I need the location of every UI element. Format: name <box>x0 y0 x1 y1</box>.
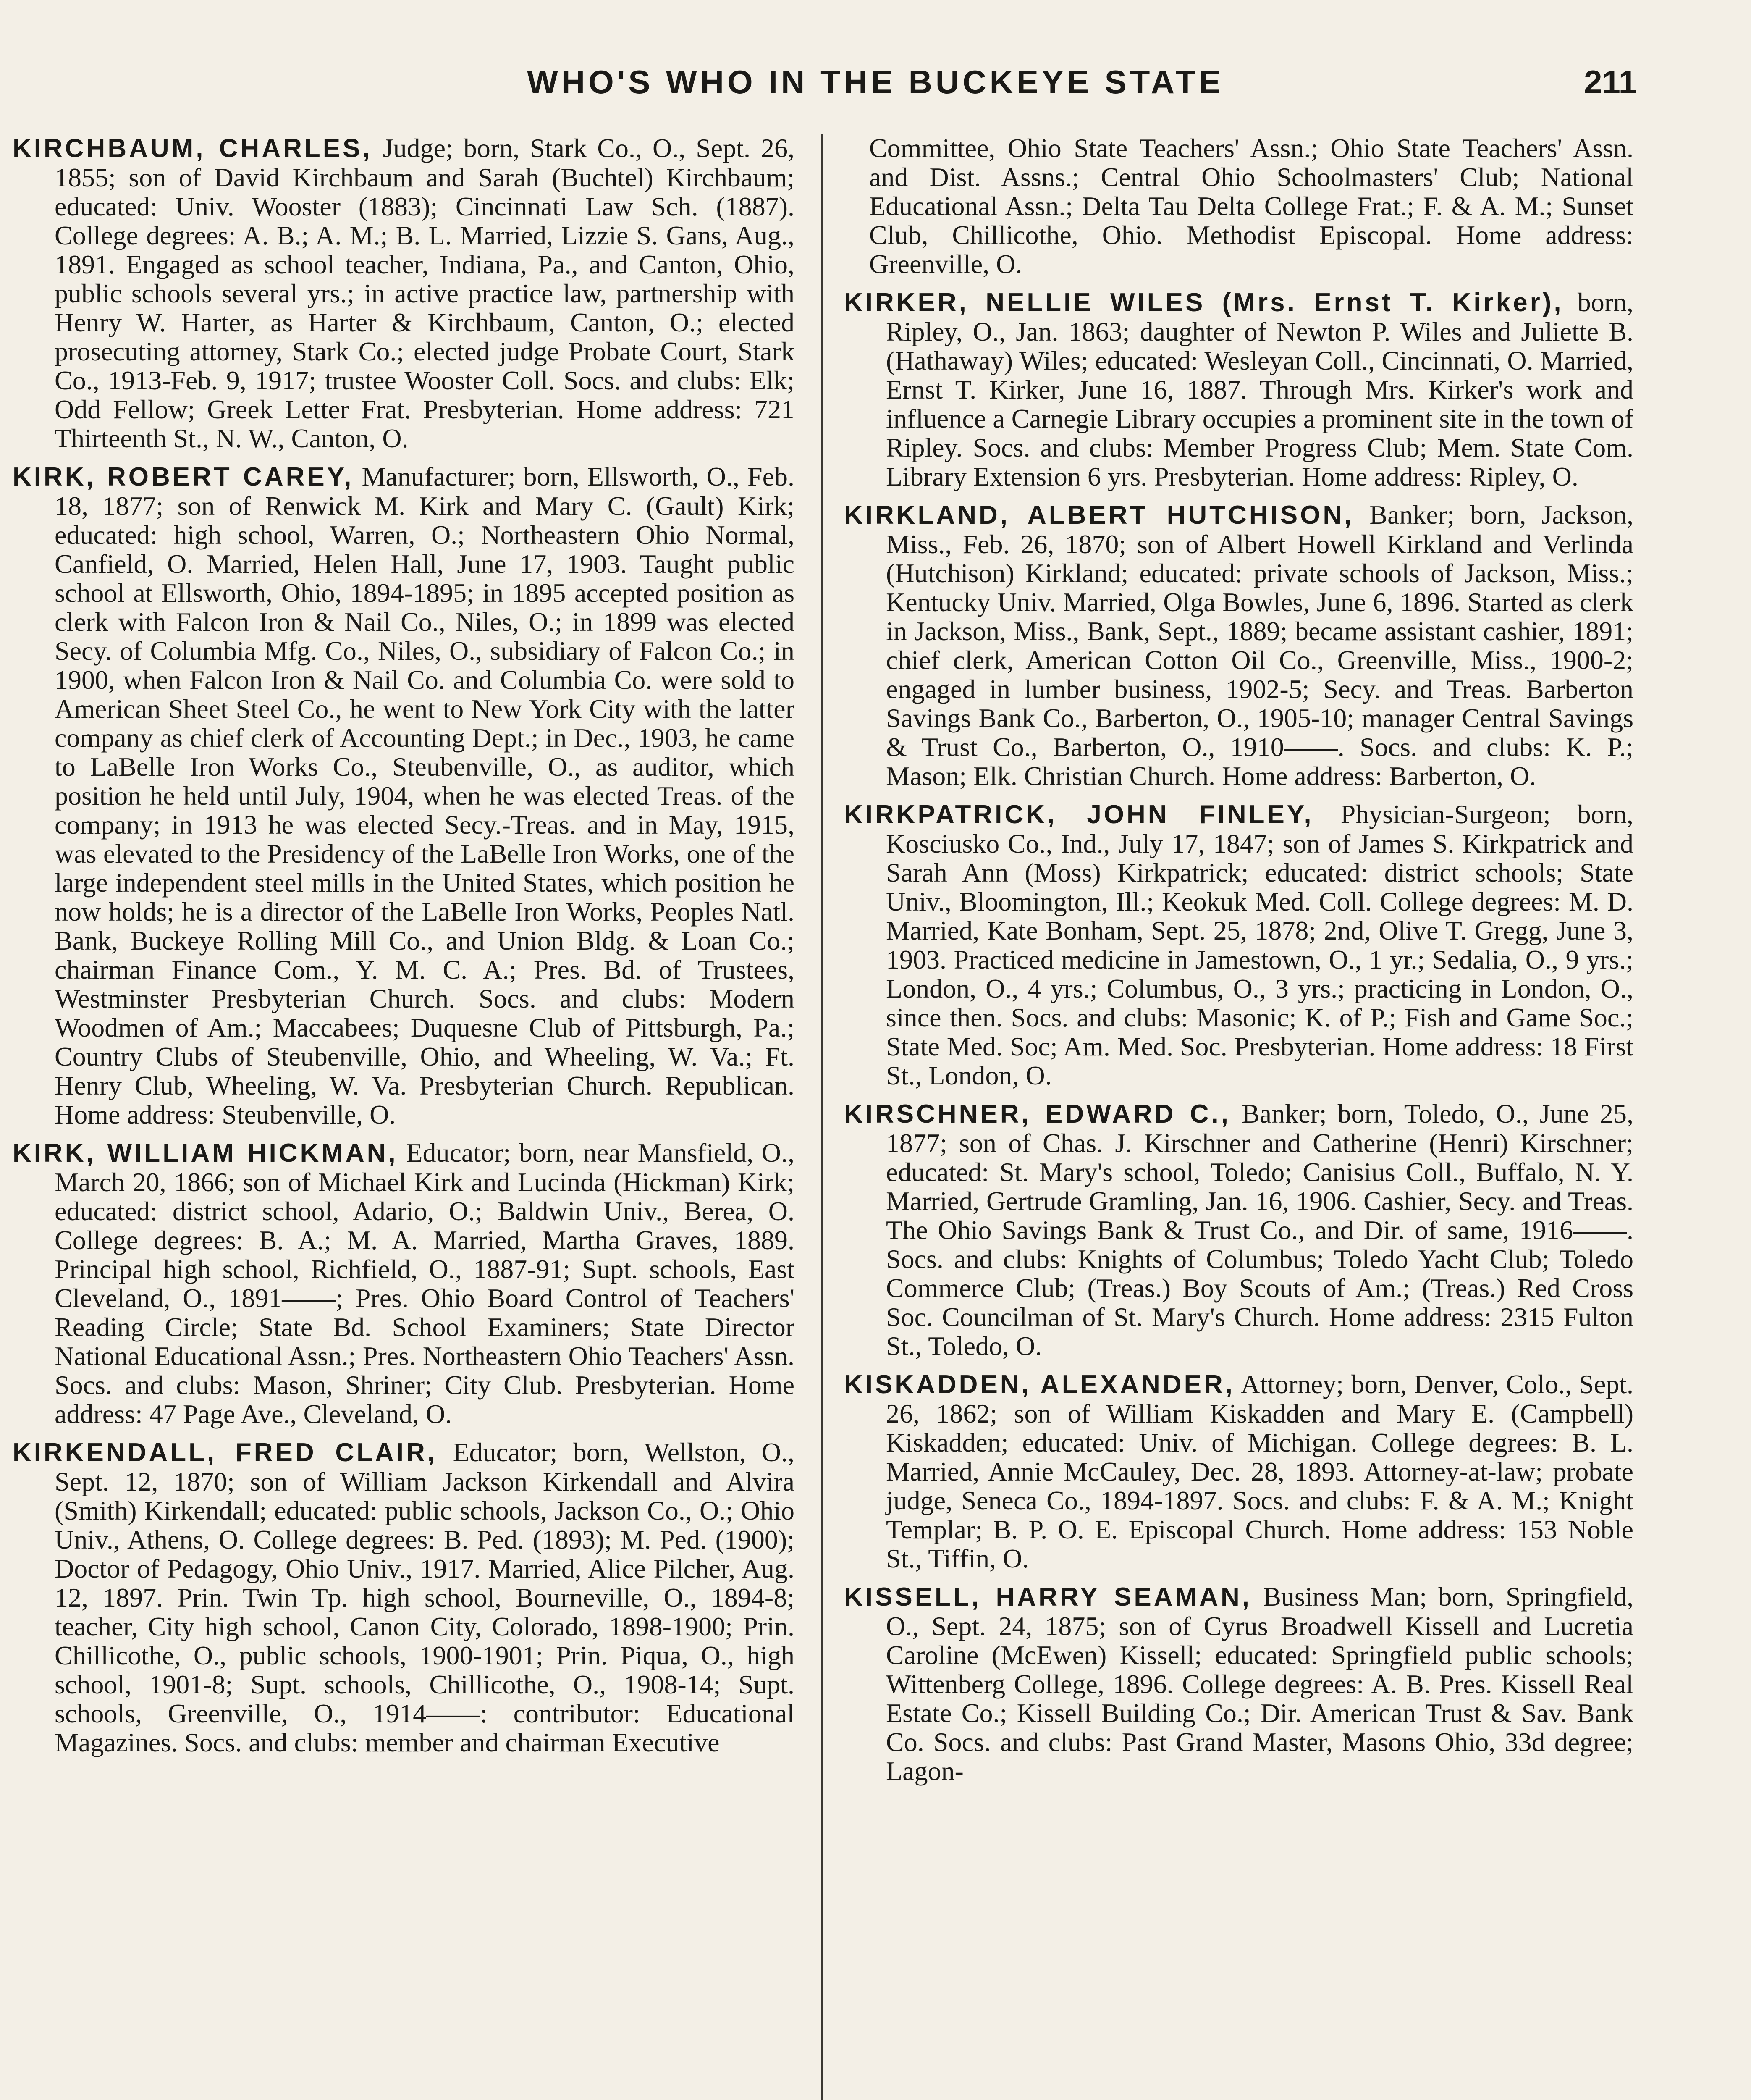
page-number: 211 <box>1584 63 1637 100</box>
entry-name: KIRKPATRICK, JOHN FINLEY, <box>844 800 1314 829</box>
entry-text: Banker; born, Jackson, Miss., Feb. 26, 1870; son of Albert Howell Kirkland and Verlinda (Hutchison) Kirkland; educated: private schools of Jackson, Miss.; Kentucky Univ. Married, Olga Bowles, June 6, 1896. Started as clerk in Jackson, Miss., Bank, Sept., 1889; became assistant cashier, 1891; chief clerk, American Cotton Oil Co., Greenville, Miss., 1900-2; engaged in lumber business, 1902-5; Secy. and Treas. Barberton Savings Bank Co., Barberton, O., 1905-10; manager Central Savings & Trust Co., Barberton, O., 1910——. Socs. and clubs: K. P.; Mason; Elk. Christian Church. Home address: Barberton, O. <box>886 500 1633 791</box>
entry-text: Judge; born, Stark Co., O., Sept. 26, 1855; son of David Kirchbaum and Sarah (Buchtel) Kirchbaum; educated: Univ. Wooster (1883); Cincinnati Law Sch. (1887). College degrees: A. B.; A. M.; B. L. Married, Lizzie S. Gans, Aug., 1891. Engaged as school teacher, Indiana, Pa., and Canton, Ohio, public schools several yrs.; in active practice law, partnership with Henry W. Harter, as Harter & Kirchbaum, Canton, O.; elected prosecuting attorney, Stark Co.; elected judge Probate Court, Stark Co., 1913-Feb. 9, 1917; trustee Wooster Coll. Socs. and clubs: Elk; Odd Fellow; Greek Letter Frat. Presbyterian. Home address: 721 Thirteenth St., N. W., Canton, O. <box>55 134 794 453</box>
entry-kiskadden <box>844 1370 1633 1573</box>
entry-text: Attorney; born, Denver, Colo., Sept. 26, 1862; son of William Kiskadden and Mary E. (Campbell) Kiskadden; educated: Univ. of Michigan. College degrees: B. L. Married, Annie McCauley, Dec. 28, 1893. Attorney-at-law; probate judge, Seneca Co., 1894-1897. Socs. and clubs: F. & A. M.; Knight Templar; B. P. O. E. Episcopal Church. Home address: 153 Noble St., Tiffin, O. <box>886 1369 1633 1573</box>
entry-text: Committee, Ohio State Teachers' Assn.; Ohio State Teachers' Assn. and Dist. Assns.; Central Ohio Schoolmasters' Club; National Educational Assn.; Delta Tau Delta College Frat.; F. & A. M.; Sunset Club, Chillicothe, Ohio. Methodist Episcopal. Home address: Greenville, O. <box>869 134 1633 279</box>
entry-name: KIRK, WILLIAM HICKMAN, <box>13 1139 398 1168</box>
entry-kirkpatrick <box>844 800 1633 1090</box>
column-divider <box>821 134 823 2100</box>
entry-kirkland <box>844 500 1633 790</box>
entry-name: KIRKLAND, ALBERT HUTCHISON, <box>844 501 1354 530</box>
running-title: WHO'S WHO IN THE BUCKEYE STATE <box>527 63 1224 100</box>
right-column <box>844 134 1633 2100</box>
entry-name: KIRK, ROBERT CAREY, <box>13 462 354 491</box>
entry-kirk-william <box>13 1138 794 1428</box>
entry-name: KIRKER, NELLIE WILES (Mrs. Ernst T. Kirker), <box>844 288 1564 317</box>
entry-text: Banker; born, Toledo, O., June 25, 1877; son of Chas. J. Kirschner and Catherine (Henri) Kirschner; educated: St. Mary's school, Toledo; Canisius Coll., Buffalo, N. Y. Married, Gertrude Gramling, Jan. 16, 1906. Cashier, Secy. and Treas. The Ohio Savings Bank & Trust Co., and Dir. of same, 1916——. Socs. and clubs: Knights of Columbus; Toledo Yacht Club; Toledo Commerce Club; (Treas.) Boy Scouts of Am.; (Treas.) Red Cross Soc. Councilman of St. Mary's Church. Home address: 2315 Fulton St., Toledo, O. <box>886 1099 1633 1361</box>
entry-text: born, Ripley, O., Jan. 1863; daughter of Newton P. Wiles and Juliette B. (Hathaway) Wiles; educated: Wesleyan Coll., Cincinnati, O. Married, Ernst T. Kirker, June 16, 1887. Through Mrs. Kirker's work and influence a Carnegie Library occupies a prominent site in the town of Ripley. Socs. and clubs: Member Progress Club; Mem. State Com. Library Extension 6 yrs. Presbyterian. Home address: Ripley, O. <box>886 287 1633 491</box>
entry-name: KIRSCHNER, EDWARD C., <box>844 1100 1231 1129</box>
entry-kirchbaum <box>13 134 794 453</box>
entry-name: KIRCHBAUM, CHARLES, <box>13 134 372 163</box>
entry-kirkendall <box>13 1438 794 1757</box>
page-header <box>0 63 1751 109</box>
entry-text: Manufacturer; born, Ellsworth, O., Feb. 18, 1877; son of Renwick M. Kirk and Mary C. (Gault) Kirk; educated: high school, Warren, O.; Northeastern Ohio Normal, Canfield, O. Married, Helen Hall, June 17, 1903. Taught public school at Ellsworth, Ohio, 1894-1895; in 1895 accepted position as clerk with Falcon Iron & Nail Co., Niles, O.; in 1899 was elected Secy. of Columbia Mfg. Co., Niles, O., subsidiary of Falcon Co.; in 1900, when Falcon Iron & Nail Co. and Columbia Co. were sold to American Sheet Steel Co., he went to New York City with the latter company as chief clerk of Accounting Dept.; in Dec., 1903, he came to LaBelle Iron Works Co., Steubenville, O., as auditor, which position he held until July, 1904, when he was elected Treas. of the company; in 1913 he was elected Secy.-Treas. and in May, 1915, was elevated to the Presidency of the LaBelle Iron Works, one of the large independent steel mills in the United States, which position he now holds; he is a director of the LaBelle Iron Works, Peoples Natl. Bank, Buckeye Rolling Mill Co., and Union Bldg. & Loan Co.; chairman Finance Com., Y. M. C. A.; Pres. Bd. of Trustees, Westminster Presbyterian Church. Socs. and clubs: Modern Woodmen of Am.; Maccabees; Duquesne Club of Pittsburgh, Pa.; Country Clubs of Steubenville, Ohio, and Wheeling, W. Va.; Ft. Henry Club, Wheeling, W. Va. Presbyterian Church. Republican. Home address: Steubenville, O. <box>55 462 794 1129</box>
entry-name: KISKADDEN, ALEXANDER, <box>844 1370 1235 1399</box>
entry-text: Educator; born, near Mansfield, O., March 20, 1866; son of Michael Kirk and Lucinda (Hickman) Kirk; educated: district school, Adario, O.; Baldwin Univ., Berea, O. College degrees: B. A.; M. A. Married, Martha Graves, 1889. Principal high school, Richfield, O., 1887-91; Supt. schools, East Cleveland, O., 1891——; Pres. Ohio Board Control of Teachers' Reading Circle; State Bd. School Examiners; State Director National Educational Assn.; Pres. Northeastern Ohio Teachers' Assn. Socs. and clubs: Mason, Shriner; City Club. Presbyterian. Home address: 47 Page Ave., Cleveland, O. <box>55 1138 794 1429</box>
entry-text: Educator; born, Wellston, O., Sept. 12, 1870; son of William Jackson Kirkendall and Alvira (Smith) Kirkendall; educated: public schools, Jackson Co., O.; Ohio Univ., Athens, O. College degrees: B. Ped. (1893); M. Ped. (1900); Doctor of Pedagogy, Ohio Univ., 1917. Married, Alice Pilcher, Aug. 12, 1897. Prin. Twin Tp. high school, Bourneville, O., 1894-8; teacher, City high school, Canon City, Colorado, 1898-1900; Prin. Chillicothe, O., public schools, 1900-1901; Prin. Piqua, O., high school, 1901-8; Supt. schools, Chillicothe, O., 1908-14; Supt. schools, Greenville, O., 1914——: contributor: Educational Magazines. Socs. and clubs: member and chairman Executive <box>55 1437 794 1757</box>
left-column <box>13 134 794 2100</box>
entry-name: KISSELL, HARRY SEAMAN, <box>844 1583 1252 1612</box>
entry-kirker <box>844 288 1633 491</box>
entry-kirschner <box>844 1099 1633 1360</box>
entry-text: Physician-Surgeon; born, Kosciusko Co., Ind., July 17, 1847; son of James S. Kirkpatrick and Sarah Ann (Moss) Kirkpatrick; educated: district schools; State Univ., Bloomington, Ill.; Keokuk Med. Coll. College degrees: M. D. Married, Kate Bonham, Sept. 25, 1878; 2nd, Olive T. Gregg, June 3, 1903. Practiced medicine in Jamestown, O., 1 yr.; Sedalia, O., 9 yrs.; London, O., 4 yrs.; Columbus, O., 3 yrs.; practicing in London, O., since then. Socs. and clubs: Masonic; K. of P.; Fish and Game Soc.; State Med. Soc; Am. Med. Soc. Presbyterian. Home address: 18 First St., London, O. <box>886 799 1633 1090</box>
entry-kirkendall-continued <box>844 134 1633 278</box>
entry-name: KIRKENDALL, FRED CLAIR, <box>13 1438 438 1467</box>
entry-kirk-robert <box>13 462 794 1129</box>
entry-kissell <box>844 1582 1633 1785</box>
entry-text: Business Man; born, Springfield, O., Sept. 24, 1875; son of Cyrus Broadwell Kissell and Lucretia Caroline (McEwen) Kissell; educated: Springfield public schools; Wittenberg College, 1896. College degrees: A. B. Pres. Kissell Real Estate Co.; Kissell Building Co.; Dir. American Trust & Sav. Bank Co. Socs. and clubs: Past Grand Master, Masons Ohio, 33d degree; Lagon- <box>886 1582 1633 1786</box>
